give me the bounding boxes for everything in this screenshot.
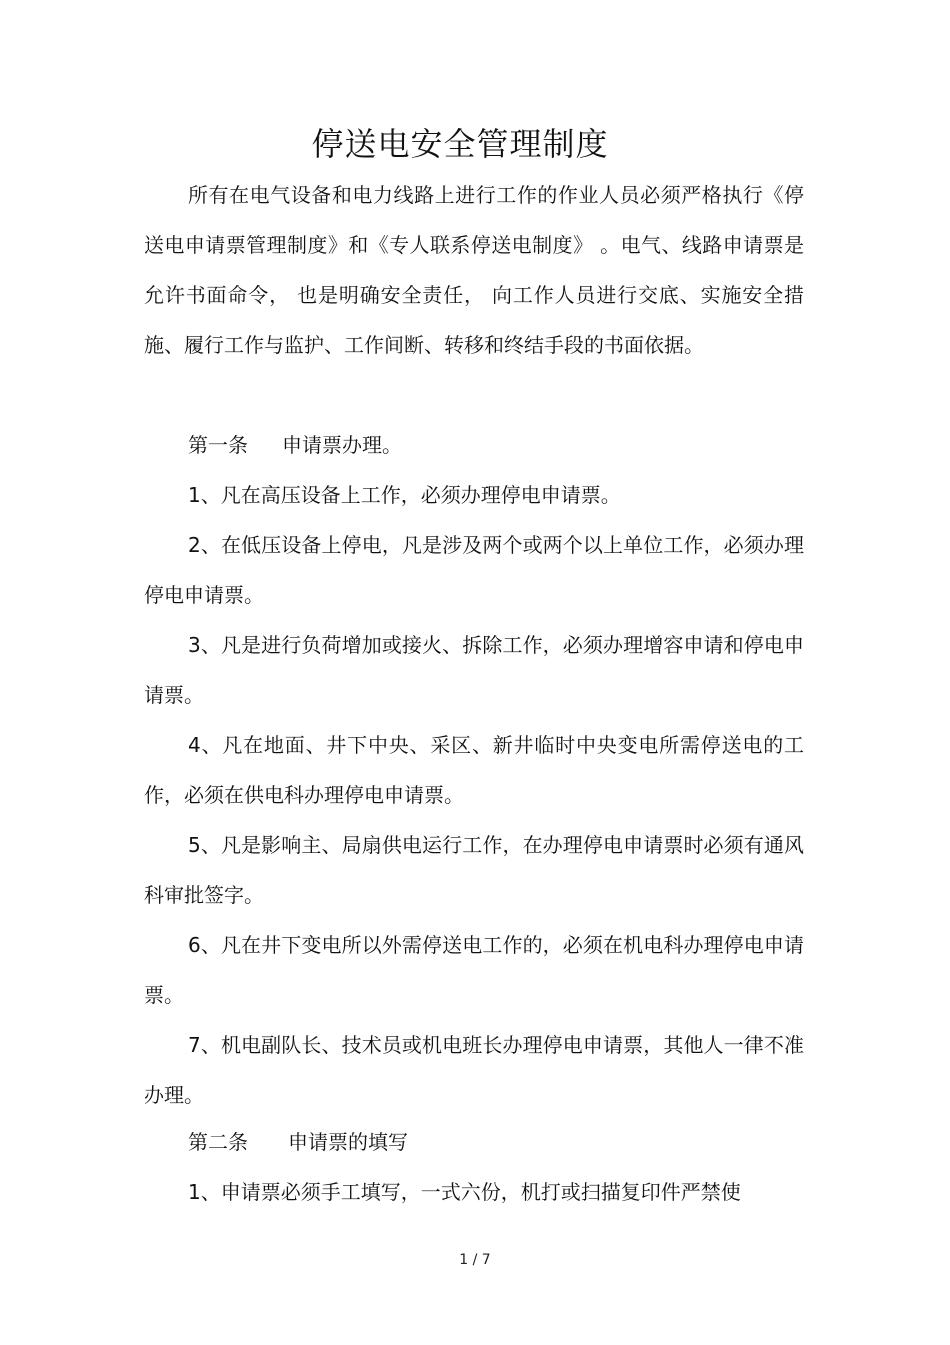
intro-paragraph: 所有在电气设备和电力线路上进行工作的作业人员必须严格执行《停送电申请票管理制度》和《专人联系停送电制度》 。电气、线路申请票是允许书面命令， 也是明确安全责任， 向工作人员进行交底、实施安全措施、履行工作与监护、工作间断、转移和终结手段的书面依据。	[144, 183, 804, 357]
article-1-item-6: 6、凡在井下变电所以外需停送电工作的，必须在机电科办理停电申请票。	[144, 933, 804, 1007]
article-1-item-3: 3、凡是进行负荷增加或接火、拆除工作，必须办理增容申请和停电申请票。	[144, 633, 804, 707]
article-1-title: 申请票办理。	[282, 433, 402, 457]
article-1-number: 第一条	[188, 433, 248, 457]
article-1-item-1: 1、凡在高压设备上工作，必须办理停电申请票。	[188, 483, 621, 507]
page-indicator: 1 / 7	[459, 1252, 491, 1268]
article-1-heading	[188, 420, 808, 470]
article-2-item-1: 1、申请票必须手工填写，一式六份，机打或扫描复印件严禁使	[188, 1180, 741, 1204]
document-title: 停送电安全管理制度	[311, 125, 609, 163]
article-2-number: 第二条	[188, 1130, 248, 1154]
article-1-item-5: 5、凡是影响主、局扇供电运行工作，在办理停电申请票时必须有通风科审批签字。	[144, 833, 804, 907]
article-1-item-7: 7、机电副队长、技术员或机电班长办理停电申请票，其他人一律不准办理。	[144, 1033, 804, 1107]
article-1-item-2: 2、在低压设备上停电，凡是涉及两个或两个以上单位工作，必须办理停电申请票。	[144, 533, 804, 607]
article-2-title: 申请票的填写	[288, 1130, 408, 1154]
article-1-item-4: 4、凡在地面、井下中央、采区、新井临时中央变电所需停送电的工作，必须在供电科办理停电申请票。	[144, 733, 804, 807]
article-2-heading	[188, 1117, 808, 1167]
